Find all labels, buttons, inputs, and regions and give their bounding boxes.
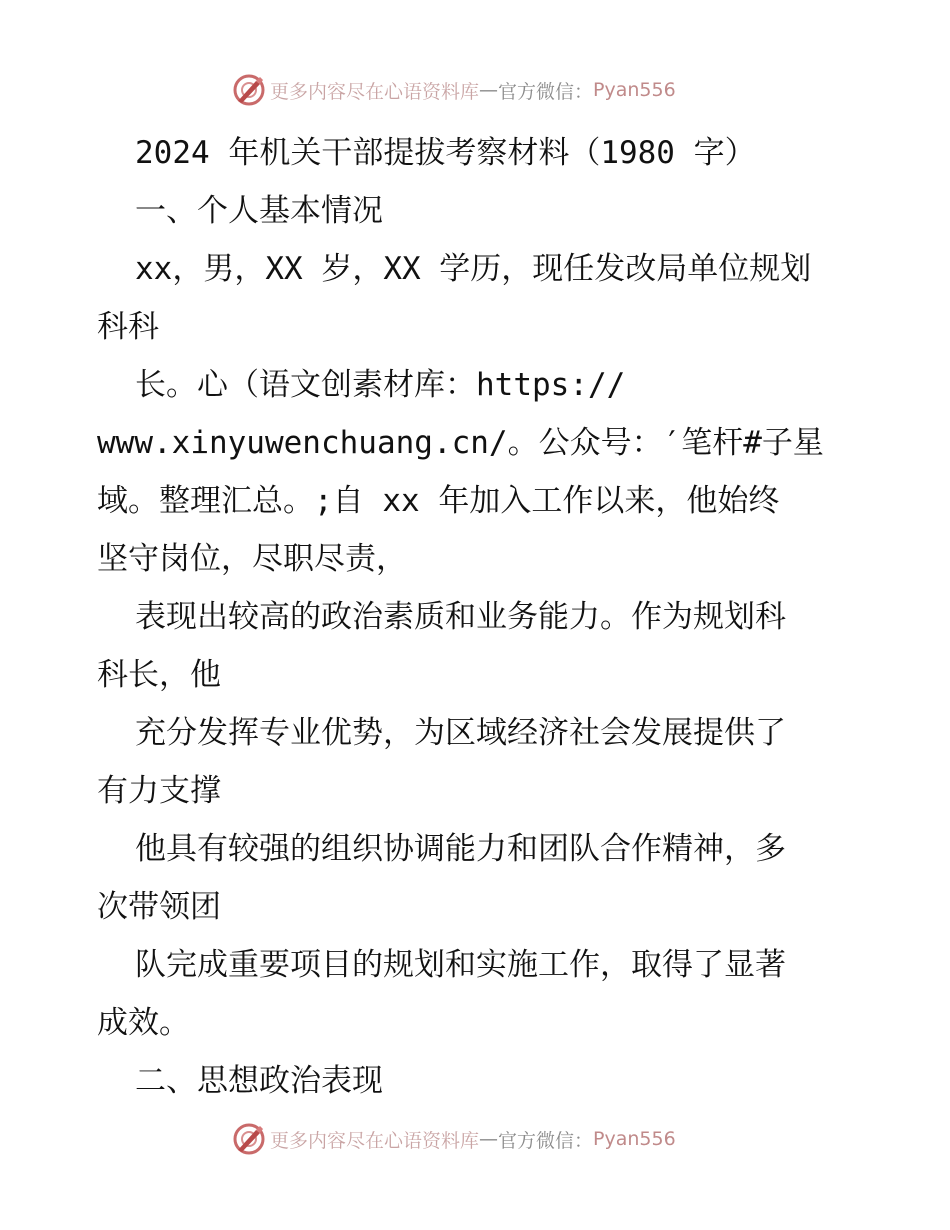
section-heading-1: 一、个人基本情况 [135,193,383,229]
paragraph-line: 域。整理汇总。;自 xx 年加入工作以来，他始终 [97,483,780,519]
paragraph-line: 科科 [97,309,159,345]
paragraph-line: 科长，他 [97,657,221,693]
section-heading-2: 二、思想政治表现 [135,1063,383,1099]
watermark-site: 更多内容尽在心语资料库 [270,80,480,103]
paragraph-line: 表现出较高的政治素质和业务能力。作为规划科 [135,599,786,635]
header-watermark [232,70,732,110]
document-body [97,124,857,1110]
paragraph-line: www.xinyuwenchuang.cn/。公众号：′笔杆#子星 [97,425,824,461]
paragraph-line: xx，男，XX 岁，XX 学历，现任发改局单位规划 [135,251,812,287]
paragraph-line: 成效。 [97,1005,190,1041]
watermark-account: Pyan556 [593,79,676,101]
watermark-separator: — [479,1128,499,1150]
paragraph-line: 有力支撑 [97,773,221,809]
paragraph-line: 队完成重要项目的规划和实施工作，取得了显著 [135,947,786,983]
watermark-wechat-label: 官方微信： [498,1129,594,1152]
paragraph-line: 长。心（语文创素材库：https:// [135,367,626,403]
document-title: 2024 年机关干部提拔考察材料（1980 字） [135,135,756,171]
pen-logo-icon [232,1122,266,1156]
paragraph-line: 充分发挥专业优势，为区域经济社会发展提供了 [135,715,786,751]
watermark-separator: — [479,79,499,101]
watermark-wechat-label: 官方微信： [498,80,594,103]
paragraph-line: 他具有较强的组织协调能力和团队合作精神，多 [135,831,786,867]
watermark-account: Pyan556 [593,1128,676,1150]
watermark-site: 更多内容尽在心语资料库 [270,1129,480,1152]
paragraph-line: 坚守岗位，尽职尽责， [97,541,407,577]
paragraph-line: 次带领团 [97,889,221,925]
footer-watermark [232,1119,732,1159]
pen-logo-icon [232,73,266,107]
